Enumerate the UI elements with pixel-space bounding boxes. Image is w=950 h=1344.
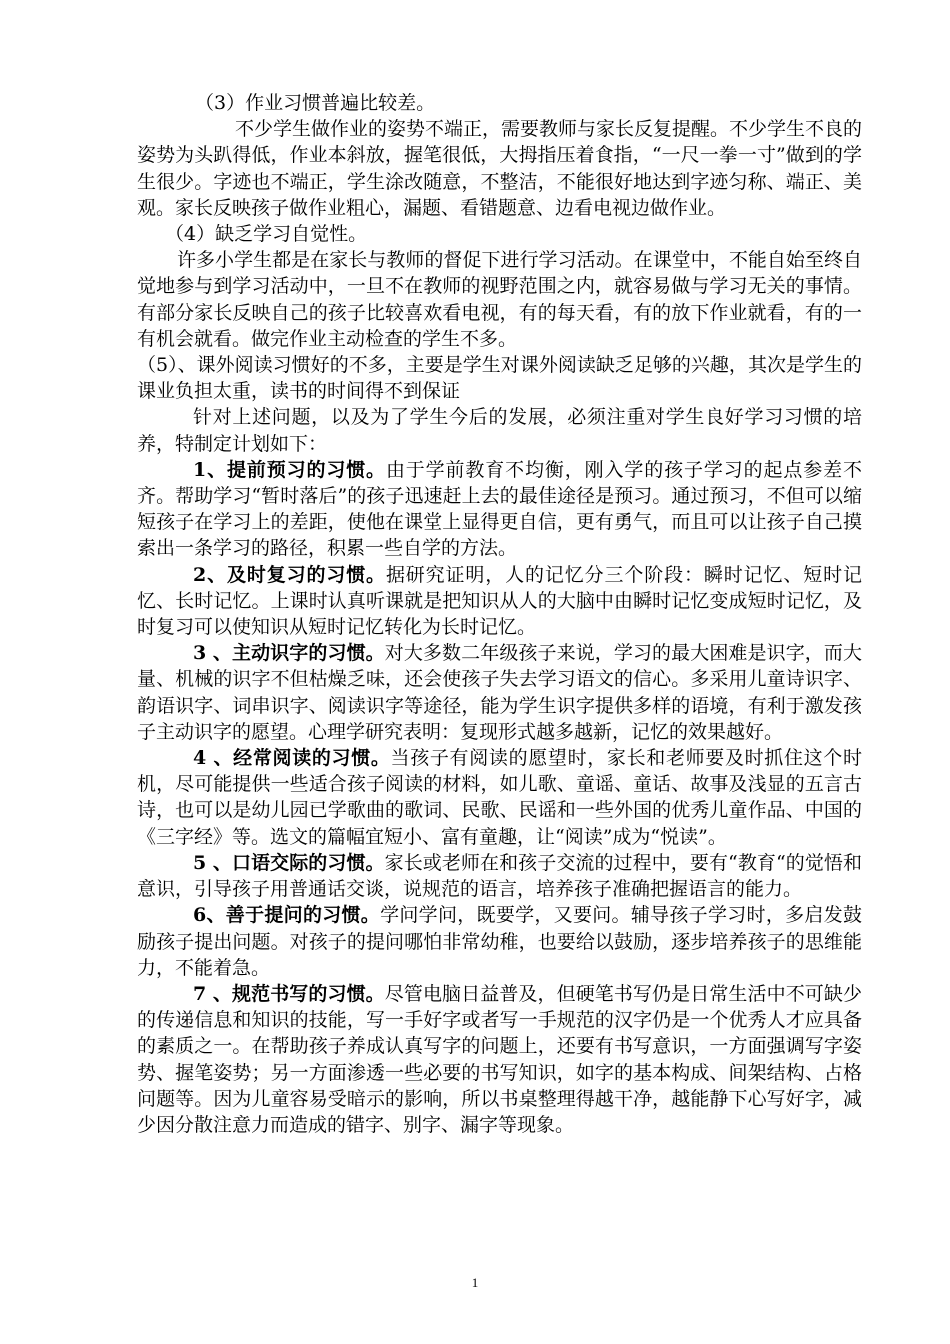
page-number: 1 [471,1275,479,1290]
plan-item-text: 当孩子有阅读的愿望时，家长和老师要及时抓住这个时机，尽可能提供一些适合孩子阅读的材料，如儿歌、童谣、童话、故事及浅显的五言古诗，也可以是幼儿园已学歌曲的歌词、民歌、民谣和一些外国的优秀儿童作品、中国的《三字经》等。选文的篇幅宜短小、富有童趣，让“阅读”成为“悦读”。 [137,747,862,848]
plan-item-reading [137,745,862,850]
plan-item-preview [137,457,862,562]
paragraph-plan-intro: 针对上述问题，以及为了学生今后的发展，必须注重对学生良好学习习惯的培养，特制定计划如下： [137,406,862,455]
document-body [137,90,862,1138]
plan-item-literacy [137,640,862,745]
plan-item-title: 3 、主动识字的习惯。 [193,642,385,665]
plan-item-text: 对大多数二年级孩子来说，学习的最大困难是识字，而大量、机械的识字不但枯燥乏味，还会使孩子失去学习语文的信心。多采用儿童诗识字、韵语识字、词串识字、阅读识字等途径，能为学生识字提供多样的语境，有利于激发孩子主动识字的愿望。心理学研究表明：复现形式越多越新，记忆的效果越好。 [137,642,862,743]
plan-item-review [137,562,862,641]
plan-item-title: 1、提前预习的习惯。 [193,458,386,481]
section-heading-3: （3）作业习惯普遍比较差。 [195,92,436,114]
paragraph-homework-habits: 不少学生做作业的姿势不端正，需要教师与家长反复提醒。不少学生不良的姿势为头趴得低，作业本斜放，握笔很低，大拇指压着食指，“一尺一拳一寸”做到的学生很少。字迹也不端正，学生涂改随意，不整洁，不能很好地达到字迹匀称、端正、美观。家长反映孩子做作业粗心，漏题、看错题意、边看电视边做作业。 [137,118,863,219]
section-heading-4: （4）缺乏学习自觉性。 [165,223,368,246]
plan-item-title: 4 、经常阅读的习惯。 [193,747,391,770]
plan-item-title: 7 、规范书写的习惯。 [193,982,385,1005]
plan-item-speaking [137,850,862,902]
plan-item-title: 5 、口语交际的习惯。 [193,851,385,874]
plan-item-text: 尽管电脑日益普及，但硬笔书写仍是日常生活中不可缺少的传递信息和知识的技能，写一手好字或者写一手规范的汉字仍是一个优秀人才应具备的素质之一。在帮助孩子养成认真写字的问题上，还要有书写意识，一方面强调写字姿势、握笔姿势；另一方面渗透一些必要的书写知识，如字的基本构成、间架结构、占格问题等。因为儿童容易受暗示的影响，所以书桌整理得越干净，越能静下心写好字，减少因分散注意力而造成的错字、别字、漏字等现象。 [137,982,862,1136]
paragraph-extracurricular-reading: （5）、课外阅读习惯好的不多，主要是学生对课外阅读缺乏足够的兴趣，其次是学生的课业负担太重，读书的时间得不到保证 [137,354,862,403]
plan-item-writing [137,981,862,1138]
plan-item-questioning [137,902,862,981]
plan-item-text: 据研究证明，人的记忆分三个阶段：瞬时记忆、短时记忆、长时记忆。上课时认真听课就是把知识从人的大脑中由瞬时记忆变成短时记忆，及时复习可以使知识从短时记忆转化为长时记忆。 [137,563,862,639]
paragraph-self-discipline: 许多小学生都是在家长与教师的督促下进行学习活动。在课堂中，不能自始至终自觉地参与到学习活动中，一旦不在教师的视野范围之内，就容易做与学习无关的事情。有部分家长反映自己的孩子比较喜欢看电视，有的每天看，有的放下作业就看，有的一有机会就看。做完作业主动检查的学生不多。 [137,249,862,350]
plan-item-text: 由于学前教育不均衡，刚入学的孩子学习的起点参差不齐。帮助学习“暂时落后”的孩子迅速赶上去的最佳途径是预习。通过预习，不但可以缩短孩子在学习上的差距，使他在课堂上显得更自信，更有勇气，而且可以让孩子自己摸索出一条学习的路径，积累一些自学的方法。 [137,458,862,560]
plan-item-text: 学问学问，既要学，又要问。辅导孩子学习时，多启发鼓励孩子提出问题。对孩子的提问哪怕非常幼稚，也要给以鼓励，逐步培养孩子的思维能力，不能着急。 [137,904,862,979]
plan-item-title: 2、及时复习的习惯。 [193,563,386,586]
plan-item-title: 6、善于提问的习惯。 [193,904,381,927]
plan-item-text: 家长或老师在和孩子交流的过程中，要有“教育“的觉悟和意识，引导孩子用普通话交谈，说规范的语言，培养孩子准确把握语言的能力。 [137,851,862,901]
